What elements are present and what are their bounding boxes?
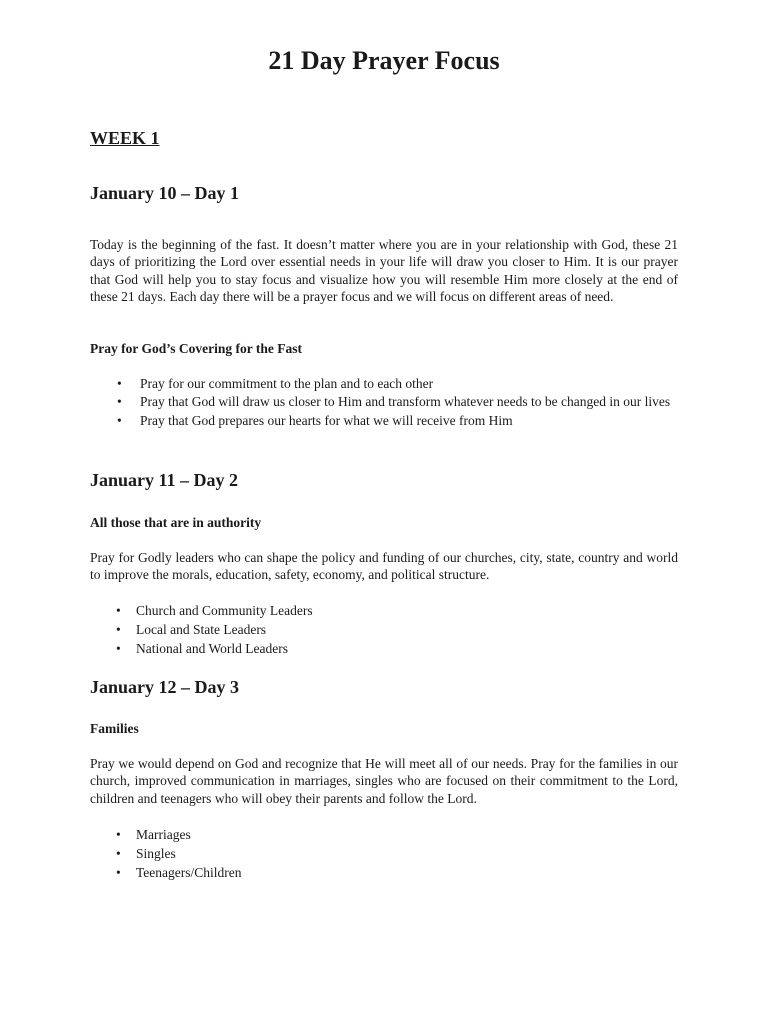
bullet-icon: • bbox=[116, 622, 121, 637]
day-1-intro: Today is the beginning of the fast. It doesn’t matter where you are in your relationship with God, these 21 days of prioritizing the Lord over essential needs in your life will draw you closer to Him. It is our prayer that God will help you to stay focus and visualize how you will resemble Him more closely at the end of these 21 days. Each day there will be a prayer focus and we will focus on different areas of need. bbox=[90, 237, 678, 305]
bullet-icon: • bbox=[116, 846, 121, 861]
list-item bbox=[90, 412, 678, 430]
day-3-subheading: Families bbox=[90, 721, 139, 736]
day-3-bullet-list bbox=[90, 825, 678, 882]
bullet-icon: • bbox=[117, 376, 122, 391]
day-2-bullet-list bbox=[90, 601, 678, 658]
day-3-intro: Pray we would depend on God and recognize that He will meet all of our needs. Pray for the families in our church, improved communication in marriages, singles who are focused on their commitment to the Lord, children and teenagers who will obey their parents and follow the Lord. bbox=[90, 756, 678, 806]
list-item bbox=[90, 863, 678, 882]
list-item bbox=[90, 620, 678, 639]
list-item-text: Pray that God will draw us closer to Him and transform whatever needs to be changed in our lives bbox=[140, 394, 671, 410]
day-3-heading: January 12 – Day 3 bbox=[90, 677, 240, 697]
bullet-icon: • bbox=[117, 394, 122, 410]
day-2-heading: January 11 – Day 2 bbox=[90, 470, 239, 490]
day-1-subheading: Pray for God’s Covering for the Fast bbox=[90, 341, 302, 356]
list-item-text: Teenagers/Children bbox=[136, 865, 242, 880]
list-item-text: National and World Leaders bbox=[136, 641, 288, 656]
list-item-text: Pray for our commitment to the plan and to each other bbox=[140, 376, 434, 391]
list-item-text: Pray that God prepares our hearts for what we will receive from Him bbox=[140, 412, 513, 428]
day-2-subheading: All those that are in authority bbox=[90, 515, 262, 530]
bullet-icon: • bbox=[116, 827, 121, 842]
list-item bbox=[90, 844, 678, 863]
list-item-text: Singles bbox=[136, 846, 176, 861]
list-item-text: Marriages bbox=[136, 827, 191, 842]
list-item bbox=[90, 601, 678, 620]
week-heading: WEEK 1 bbox=[90, 128, 160, 148]
list-item bbox=[90, 393, 678, 411]
day-1-bullet-list bbox=[90, 375, 678, 430]
day-1-heading: January 10 – Day 1 bbox=[90, 183, 240, 203]
list-item bbox=[90, 639, 678, 658]
day-2-intro: Pray for Godly leaders who can shape the policy and funding of our churches, city, state, country and world to improve the morals, education, safety, economy, and political structure. bbox=[90, 550, 678, 583]
list-item bbox=[90, 825, 678, 844]
document-title: 21 Day Prayer Focus bbox=[268, 46, 500, 75]
list-item bbox=[90, 375, 678, 393]
bullet-icon: • bbox=[116, 641, 121, 656]
list-item-text: Church and Community Leaders bbox=[136, 603, 313, 618]
bullet-icon: • bbox=[117, 412, 122, 428]
list-item-text: Local and State Leaders bbox=[136, 622, 267, 637]
bullet-icon: • bbox=[116, 603, 121, 618]
bullet-icon: • bbox=[116, 865, 121, 880]
